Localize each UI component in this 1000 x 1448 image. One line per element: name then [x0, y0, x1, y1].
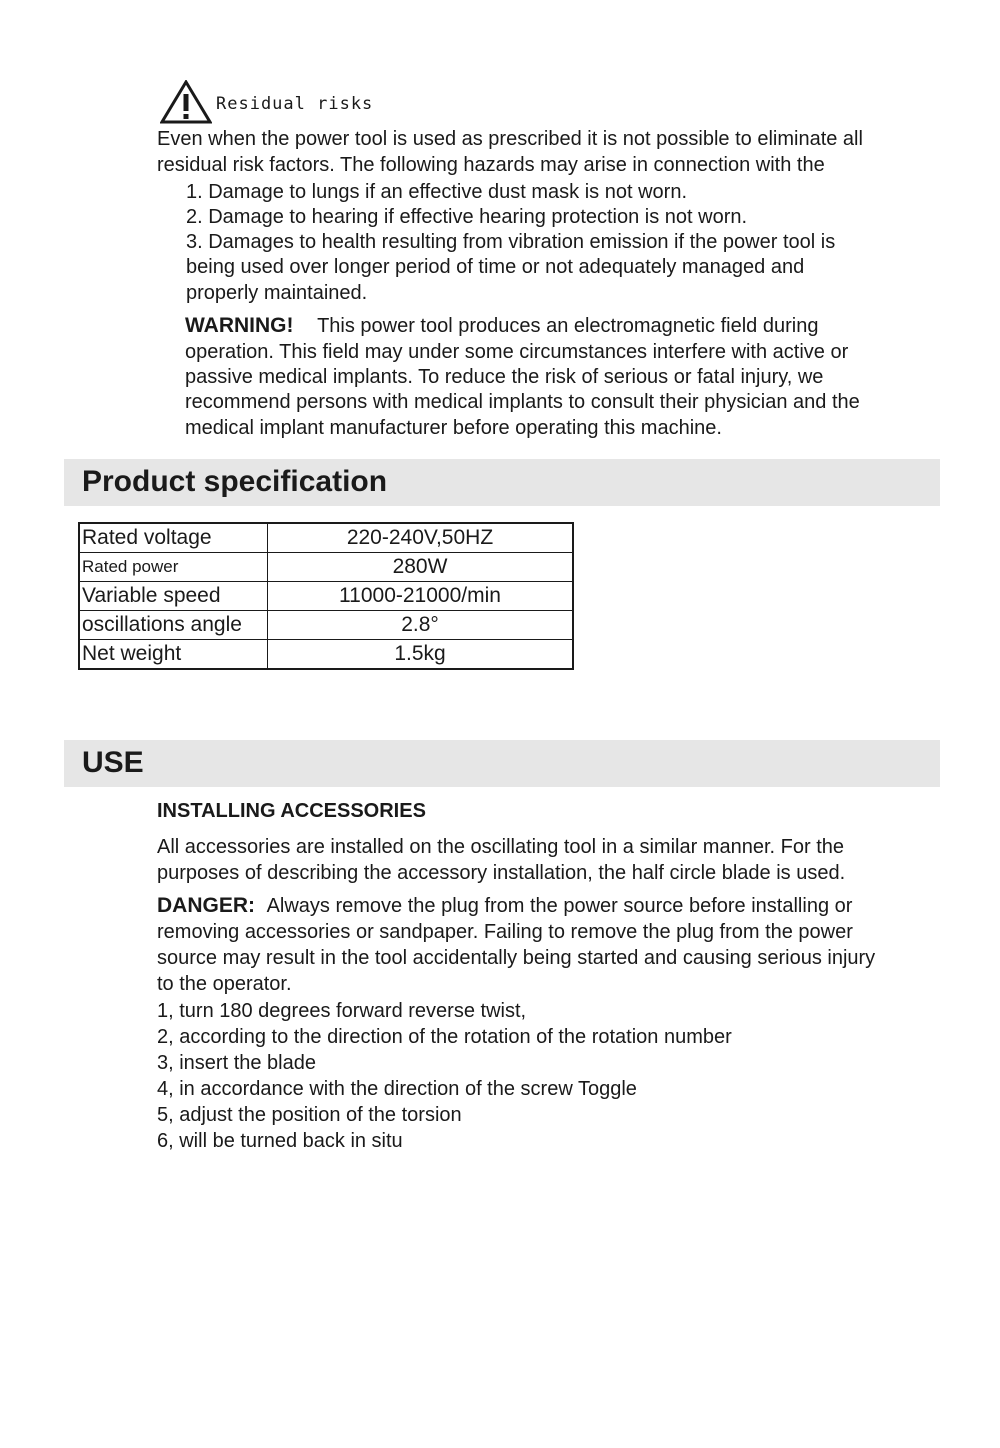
use-title: USE	[82, 746, 144, 779]
installation-steps	[157, 998, 732, 1154]
warning-line: medical implant manufacturer before operating this machine.	[185, 417, 722, 439]
spec-row	[79, 553, 573, 582]
spec-label: Net weight	[79, 640, 268, 670]
use-section-bar	[64, 740, 940, 787]
warning-line: operation. This field may under some circumstances interfere with active or	[185, 341, 849, 363]
warning-paragraph	[185, 313, 860, 441]
installing-accessories-heading: INSTALLING ACCESSORIES	[157, 800, 426, 822]
warning-first-line	[185, 313, 860, 339]
spec-label: Variable speed	[79, 582, 268, 611]
step-item: 1, turn 180 degrees forward reverse twist,	[157, 1000, 527, 1022]
step-item: 4, in accordance with the direction of the screw Toggle	[157, 1078, 637, 1100]
residual-intro-line: Even when the power tool is used as prescribed it is not possible to eliminate all	[157, 128, 863, 150]
residual-intro-line: residual risk factors. The following hazards may arise in connection with the	[157, 154, 825, 176]
step-item: 6, will be turned back in situ	[157, 1130, 403, 1152]
warning-triangle-icon	[160, 80, 212, 124]
danger-line: to the operator.	[157, 973, 292, 995]
residual-risks-heading	[160, 80, 373, 124]
spec-row	[79, 640, 573, 670]
spec-label: Rated voltage	[79, 523, 268, 553]
step-item: 5, adjust the position of the torsion	[157, 1104, 462, 1126]
residual-hazard-list	[186, 179, 835, 306]
hazard-item: being used over longer period of time or not adequately managed and	[186, 256, 805, 278]
product-specification-title: Product specification	[82, 465, 388, 498]
spec-value: 1.5kg	[268, 640, 574, 670]
danger-line: removing accessories or sandpaper. Failing to remove the plug from the power	[157, 921, 853, 943]
spec-value: 280W	[268, 553, 574, 582]
hazard-item: properly maintained.	[186, 282, 368, 304]
spec-value: 11000-21000/min	[268, 582, 574, 611]
spec-value: 220-240V,50HZ	[268, 523, 574, 553]
danger-label: DANGER:	[157, 894, 255, 917]
danger-first-line	[157, 893, 875, 919]
hazard-item: 2. Damage to hearing if effective hearing protection is not worn.	[186, 206, 748, 228]
spec-row	[79, 582, 573, 611]
spec-label: Rated power	[79, 553, 268, 582]
warning-first-text: This power tool produces an electromagnetic field during	[317, 315, 819, 337]
step-item: 3, insert the blade	[157, 1052, 316, 1074]
danger-paragraph	[157, 893, 875, 997]
spec-value: 2.8°	[268, 611, 574, 640]
warning-line: passive medical implants. To reduce the risk of serious or fatal injury, we	[185, 366, 824, 388]
spec-row	[79, 611, 573, 640]
hazard-item: 1. Damage to lungs if an effective dust mask is not worn.	[186, 181, 687, 203]
hazard-item: 3. Damages to health resulting from vibration emission if the power tool is	[186, 231, 836, 253]
spec-table	[78, 522, 574, 670]
spec-label: oscillations angle	[79, 611, 268, 640]
danger-line: source may result in the tool accidentally being started and causing serious injury	[157, 947, 876, 969]
use-intro-line: All accessories are installed on the oscillating tool in a similar manner. For the	[157, 836, 844, 858]
use-intro	[157, 834, 845, 886]
residual-intro	[157, 126, 863, 178]
warning-label: WARNING!	[185, 314, 294, 337]
use-intro-line: purposes of describing the accessory installation, the half circle blade is used.	[157, 862, 846, 884]
residual-risks-label: Residual risks	[216, 94, 374, 114]
step-item: 2, according to the direction of the rotation of the rotation number	[157, 1026, 732, 1048]
spec-row	[79, 523, 573, 553]
danger-first-text: Always remove the plug from the power source before installing or	[266, 895, 853, 917]
warning-line: recommend persons with medical implants to consult their physician and the	[185, 391, 860, 413]
